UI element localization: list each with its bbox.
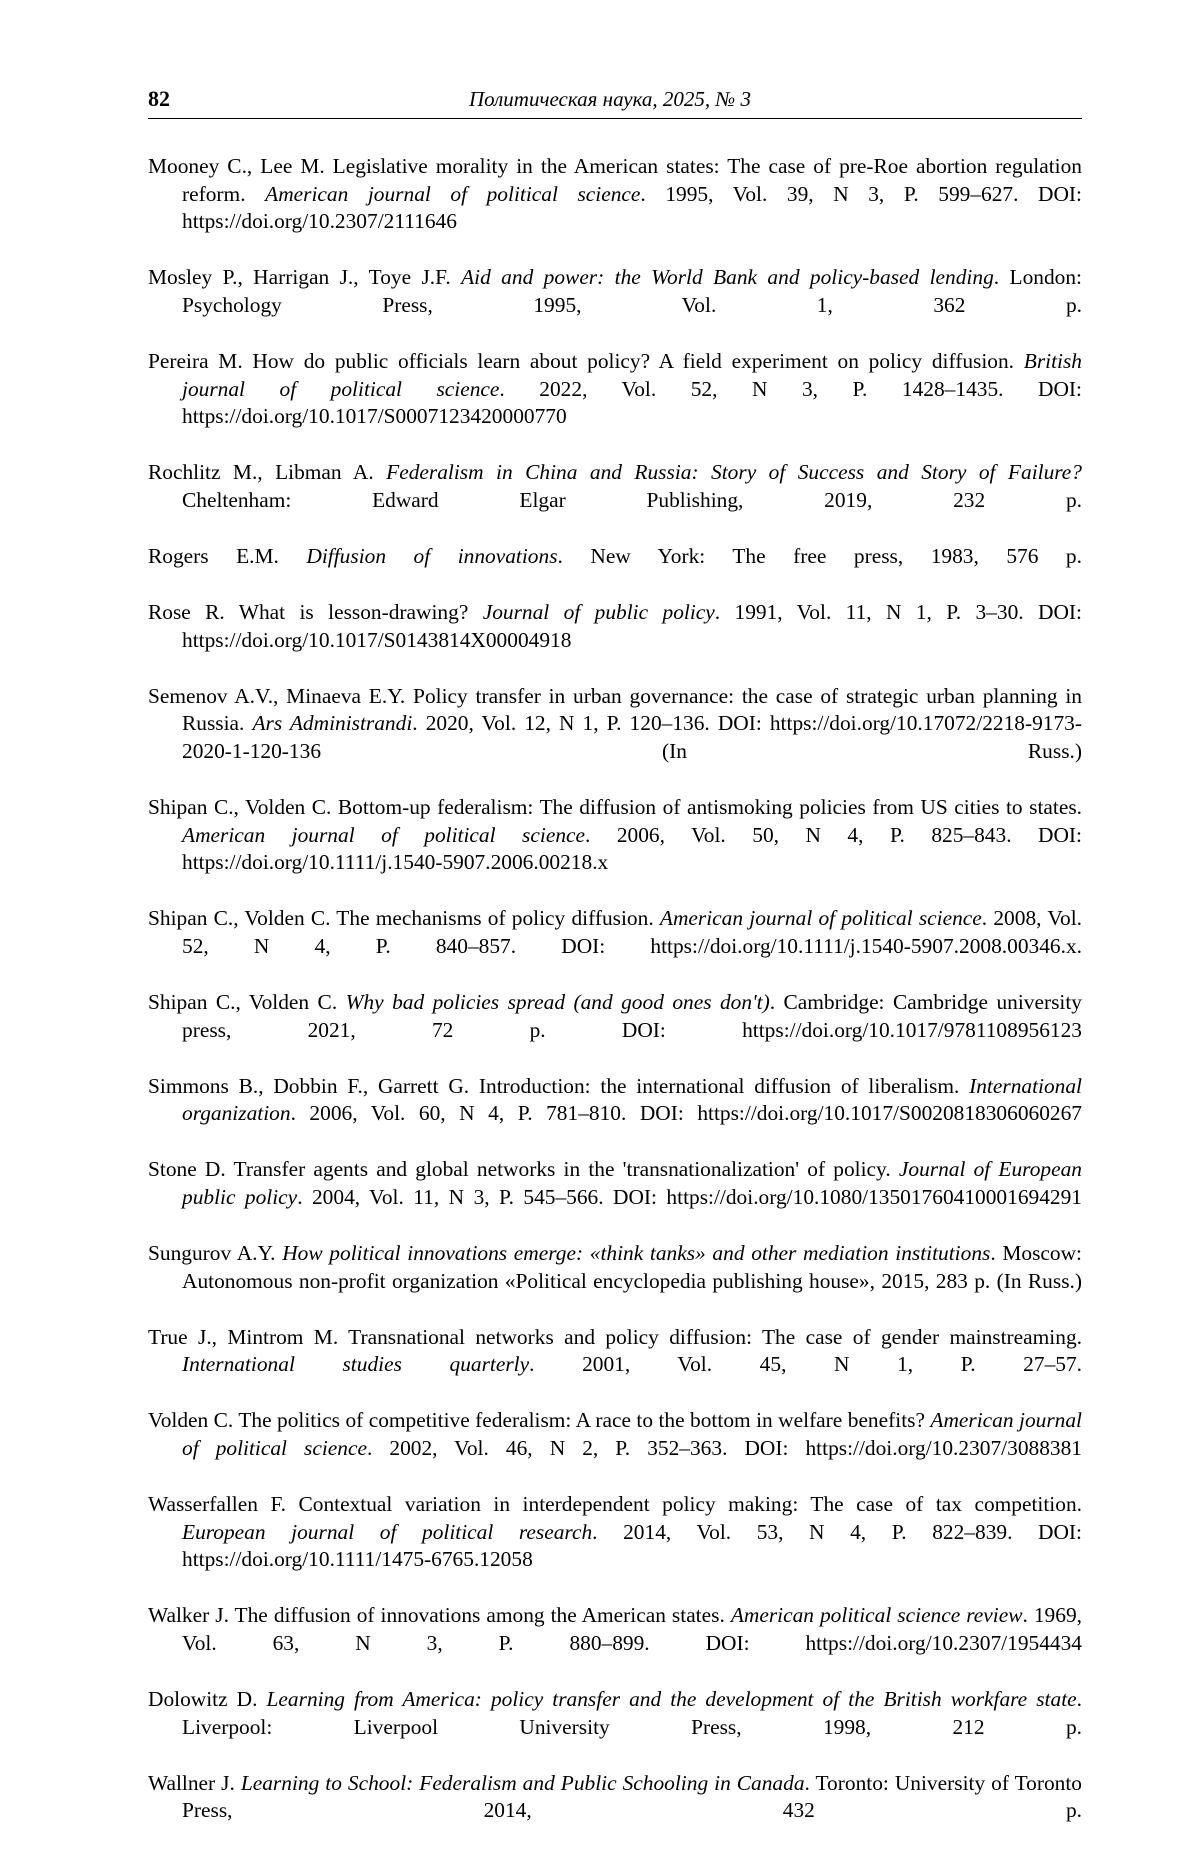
reference-title-italic: Federalism in China and Russia: Story of Success and Story of Failure? [386,460,1082,485]
reference-text: . Moscow: Autonomous non-profit organization «Political encyclopedia publishing house», 2015, 283 p. (In Russ.) [182,1241,1082,1293]
reference-text: Rogers E.M. [148,544,307,569]
page-number: 82 [148,86,170,111]
reference-text: Mooney C., Lee M. Legislative morality in the American states: The case of pre-Roe abortion regulation reform. [148,154,1082,206]
reference-text: . 2008, Vol. 52, N 4, P. 840–857. DOI: https://doi.org/10.1111/j.1540-5907.2008.00346.x. [182,906,1082,959]
reference-entry [148,599,1082,682]
reference-text: Wallner J. [148,1770,241,1795]
reference-title-italic: Journal of European public policy [182,1157,1082,1210]
reference-entry [148,1602,1082,1685]
reference-text: . 2006, Vol. 60, N 4, P. 781–810. DOI: https://doi.org/10.1017/S0020818306060267 [290,1101,1082,1126]
reference-title-italic: American journal of political science [182,1408,1083,1461]
reference-text: . Toronto: University of Toronto Press, 2014, 432 p. [182,1770,1082,1823]
reference-text: . 2014, Vol. 53, N 4, P. 822–839. DOI: https://doi.org/10.1111/1475-6765.12058 [182,1519,1082,1572]
reference-entry [148,1770,1082,1853]
reference-entry [148,989,1082,1072]
reference-title-italic: Diffusion of innovations [306,544,558,569]
reference-text: . 1995, Vol. 39, N 3, P. 599–627. DOI: https://doi.org/10.2307/2111646 [182,181,1082,234]
reference-text: Cheltenham: Edward Elgar Publishing, 2019, 232 p. [182,488,1082,513]
reference-text: Wasserfallen F. Contextual variation in interdependent policy making: The case of tax competition. [148,1492,1082,1516]
reference-text: . 2002, Vol. 46, N 2, P. 352–363. DOI: https://doi.org/10.2307/3088381 [366,1436,1082,1461]
reference-title-italic: American journal of political science [659,906,982,931]
reference-text: Rochlitz M., Libman A. [148,460,387,485]
reference-text: Simmons B., Dobbin F., Garrett G. Introduction: the international diffusion of liberalism. [148,1073,970,1098]
journal-running-head: Политическая наука, 2025, № 3 [469,87,751,111]
reference-entry [148,153,1082,264]
reference-text: . 2001, Vol. 45, N 1, P. 27–57. [529,1352,1082,1377]
reference-title-italic: International studies quarterly [182,1352,530,1377]
reference-title-italic: International organization [182,1073,1082,1126]
reference-text: Pereira M. How do public officials learn about policy? A field experiment on policy diffusion. [148,349,1024,374]
reference-text: True J., Mintrom M. Transnational networks and policy diffusion: The case of gender mainstreaming. [148,1324,1082,1349]
page-header [148,86,1082,119]
reference-text: . Cambridge: Cambridge university press, 2021, 72 p. DOI: https://doi.org/10.1017/9781108956123 [182,990,1082,1042]
reference-title-italic: Learning to School: Federalism and Public Schooling in Canada [240,1770,805,1795]
reference-text: Shipan C., Volden C. [148,990,346,1015]
reference-entry [148,905,1082,988]
reference-entry [148,1240,1082,1323]
reference-title-italic: How political innovations emerge: «think tanks» and other mediation institutions [282,1241,991,1266]
reference-title-italic: Why bad policies spread (and good ones don't) [345,990,770,1015]
reference-title-italic: European journal of political research [182,1519,593,1544]
reference-entry [148,1491,1082,1602]
reference-title-italic: Learning from America: policy transfer and the development of the British workfare state [266,1687,1077,1712]
reference-text: . 2020, Vol. 12, N 1, P. 120–136. DOI: https://doi.org/10.17072/2218-9173-2020-1-120-136 (In Russ.) [182,711,1083,764]
reference-title-italic: Aid and power: the World Bank and policy-based lending [461,265,994,290]
reference-entry [148,264,1082,347]
reference-entry [148,683,1082,794]
reference-text: . 2006, Vol. 50, N 4, P. 825–843. DOI: https://doi.org/10.1111/j.1540-5907.2006.00218.x [182,822,1082,875]
reference-entry [148,543,1082,598]
reference-entry [148,1156,1082,1239]
reference-entry [148,1407,1082,1490]
reference-title-italic: American journal of political science [182,822,585,847]
reference-text: Shipan C., Volden C. The mechanisms of policy diffusion. [148,906,660,931]
reference-entry [148,1686,1082,1769]
reference-text: . London: Psychology Press, 1995, Vol. 1, 362 p. [182,265,1082,318]
reference-entry [148,348,1082,459]
reference-title-italic: American journal of political science [265,181,641,206]
reference-entry [148,1073,1082,1156]
reference-title-italic: Journal of public policy [482,600,715,624]
reference-text: Sungurov A.Y. [148,1241,283,1266]
reference-title-italic: British journal of political science [182,349,1082,401]
reference-text: Rose R. What is lesson-drawing? [148,600,483,624]
reference-text: . 1991, Vol. 11, N 1, P. 3–30. DOI: https://doi.org/10.1017/S0143814X00004918 [182,600,1082,652]
reference-entry [148,1324,1082,1407]
reference-text: Stone D. Transfer agents and global networks in the 'transnationalization' of policy. [148,1157,899,1182]
reference-entry [148,459,1082,542]
reference-title-italic: Ars Administrandi [252,711,413,736]
reference-text: . 2004, Vol. 11, N 3, P. 545–566. DOI: https://doi.org/10.1080/13501760410001694291 [297,1185,1082,1210]
reference-entry [148,794,1082,905]
reference-text: Walker J. The diffusion of innovations among the American states. [148,1603,731,1628]
reference-list [148,153,1082,1853]
reference-text: Dolowitz D. [148,1687,267,1712]
reference-text: . 1969, Vol. 63, N 3, P. 880–899. DOI: https://doi.org/10.2307/1954434 [182,1603,1082,1656]
reference-text: . 2022, Vol. 52, N 3, P. 1428–1435. DOI: https://doi.org/10.1017/S0007123420000770 [182,376,1082,429]
reference-text: . New York: The free press, 1983, 576 p. [557,544,1082,569]
reference-text: . Liverpool: Liverpool University Press, 1998, 212 p. [182,1687,1082,1739]
reference-title-italic: American political science review [730,1603,1023,1628]
reference-text: Volden C. The politics of competitive federalism: A race to the bottom in welfare benefits? [148,1408,931,1433]
reference-text: Semenov A.V., Minaeva E.Y. Policy transfer in urban governance: the case of strategic urban planning in Russia. [148,683,1082,736]
reference-text: Mosley P., Harrigan J., Toye J.F. [148,265,462,290]
reference-text: Shipan C., Volden C. Bottom-up federalism: The diffusion of antismoking policies from US cities to states. [148,795,1082,820]
